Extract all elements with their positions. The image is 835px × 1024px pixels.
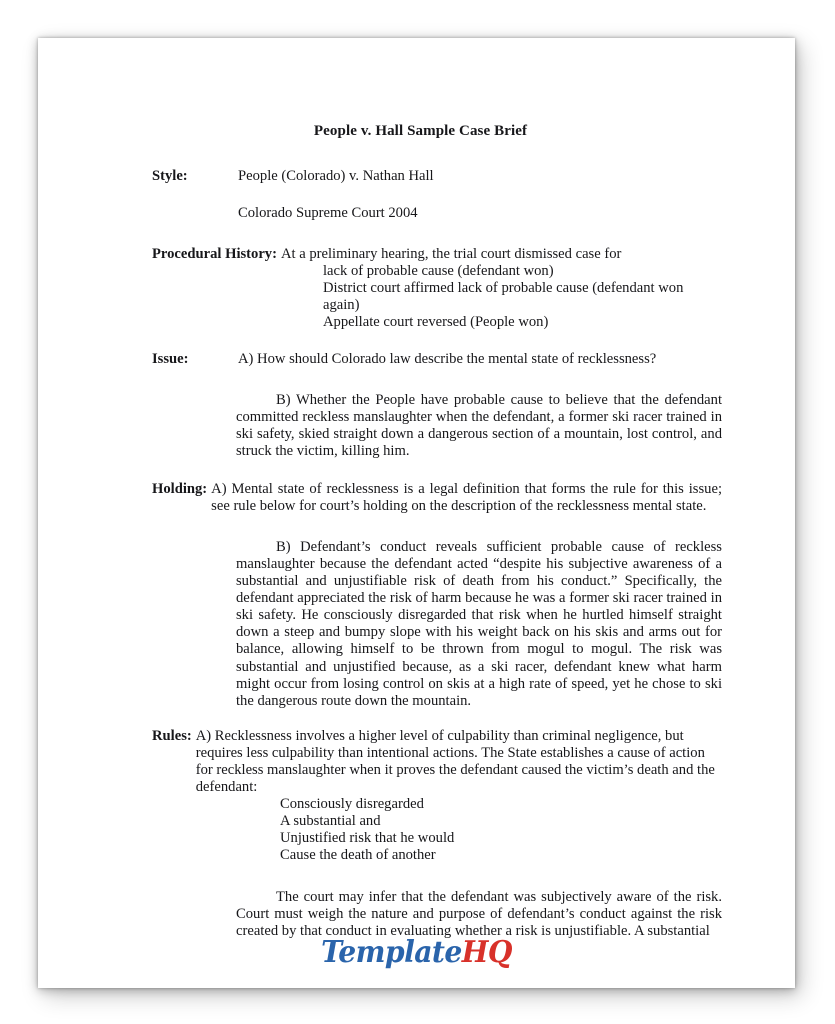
logo-text	[321, 935, 512, 970]
section-issue	[38, 351, 795, 368]
holding-part-a: A) Mental state of recklessness is a legal definition that forms the rule for this issue; see rule below for court’s holding on the description of the recklessness mental state.	[211, 480, 722, 514]
procedural-history-line-2: lack of probable cause (defendant won)	[323, 263, 554, 279]
section-label-holding: Holding:	[152, 480, 208, 497]
procedural-history-line-3: District court affirmed lack of probable cause (defendant won	[323, 280, 684, 296]
rules-closing-paragraph: The court may infer that the defendant was subjectively aware of the risk. Court must weigh the nature and purpose of defendant’s conduct against the risk created by that conduct in evaluating whether a risk is unjustifiable. A substantial	[236, 888, 722, 939]
rules-elements-list	[38, 796, 795, 865]
logo-text-template: Template	[321, 935, 462, 970]
section-body-procedural-history	[281, 246, 722, 263]
section-holding	[38, 481, 795, 515]
procedural-history-line-4: again)	[323, 297, 360, 313]
section-body-issue-a	[238, 351, 722, 368]
rules-element-2: A substantial and	[280, 813, 381, 830]
issue-part-a: A) How should Colorado law describe the mental state of recklessness?	[238, 351, 657, 367]
section-label-issue: Issue:	[152, 351, 189, 367]
procedural-history-line-5: Appellate court reversed (People won)	[323, 314, 549, 330]
section-body-style-court	[238, 205, 722, 222]
rules-part-a: A) Recklessness involves a higher level of culpability than criminal negligence, but requires less culpability than intentional actions. The State establishes a cause of action for reckless manslaughter when it proves the defendant caused the victim’s death and the defendant:	[195, 727, 715, 795]
procedural-history-line-1: At a preliminary hearing, the trial court dismissed case for	[280, 246, 622, 262]
templatehq-logo	[38, 935, 795, 970]
rules-element-1: Consciously disregarded	[280, 795, 424, 812]
document-body	[38, 38, 795, 940]
page-title: People v. Hall Sample Case Brief	[313, 123, 528, 139]
rules-element-3: Unjustified risk that he would	[280, 830, 455, 847]
section-style	[38, 168, 795, 185]
section-style-court	[38, 205, 795, 222]
holding-part-b: B) Defendant’s conduct reveals sufficient probable cause of reckless manslaughter because the defendant acted “despite his subjective awareness of a substantial and unjustifiable risk of death from his conduct.” Specifically, the defendant appreciated the risk of harm because he was a former ski racer trained in ski safety. He consciously disregarded that risk when he hurtled himself straight down a steep and bumpy slope with his weight back on his skis and arms out for balance, allowing himself to be thrown from mogul to mogul. The risk was substantial and unjustified because, as a ski racer, defendant knew what harm might occur from losing control on skis at a high rate of speed, yet he chose to ski the dangerous route down the mountain.	[236, 538, 722, 709]
section-procedural-history	[38, 246, 795, 263]
section-label-rules: Rules:	[152, 727, 192, 744]
logo-text-hq: HQ	[461, 935, 512, 970]
style-court: Colorado Supreme Court 2004	[238, 205, 418, 221]
issue-part-b: B) Whether the People have probable cause to believe that the defendant committed reckless manslaughter when the defendant, a former ski racer trained in ski safety, skied straight down a dangerous section of a mountain, lost control, and struck the victim, killing him.	[236, 392, 722, 460]
procedural-history-continuation	[38, 263, 795, 331]
section-rules	[38, 728, 795, 796]
style-case-name: People (Colorado) v. Nathan Hall	[238, 168, 434, 184]
rules-element-4: Cause the death of another	[280, 847, 436, 864]
section-label-procedural-history: Procedural History:	[152, 246, 277, 262]
section-body-style	[238, 168, 722, 185]
section-label-style: Style:	[152, 168, 188, 184]
document-page	[38, 38, 795, 988]
